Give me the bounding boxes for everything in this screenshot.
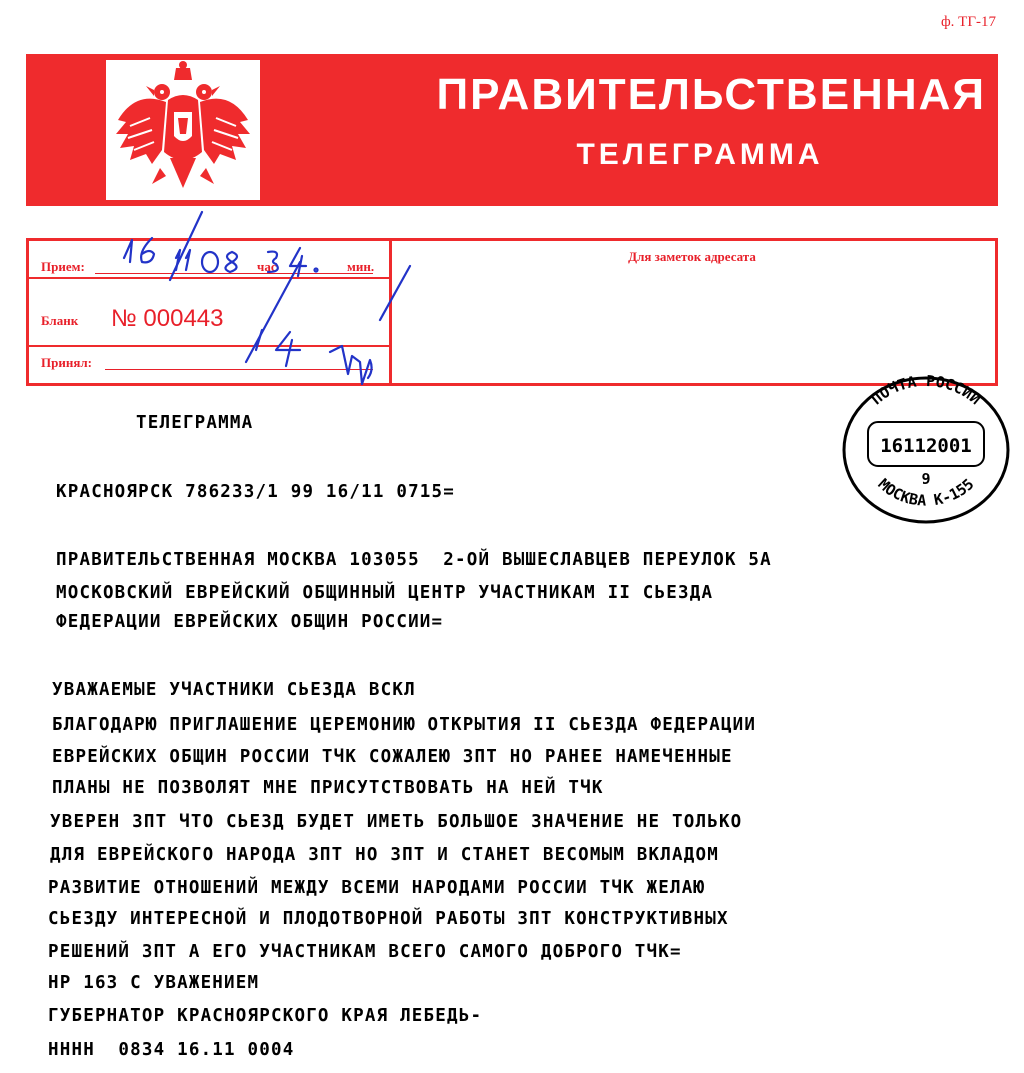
body-line: ПЛАНЫ НЕ ПОЗВОЛЯТ МНЕ ПРИСУТСТВОВАТЬ НА НЕЙ ТЧК bbox=[52, 778, 604, 798]
address-line: ФЕДЕРАЦИИ ЕВРЕЙСКИХ ОБЩИН РОССИИ= bbox=[56, 612, 444, 632]
body-line: ЕВРЕЙСКИХ ОБЩИН РОССИИ ТЧК СОЖАЛЕЮ ЗПТ НО РАНЕЕ НАМЕЧЕННЫЕ bbox=[52, 747, 733, 767]
hour-label: час bbox=[257, 259, 277, 274]
min-label: мин. bbox=[347, 259, 375, 274]
body-line: РЕШЕНИЙ ЗПТ А ЕГО УЧАСТНИКАМ ВСЕГО САМОГО ДОБРОГО ТЧК= bbox=[48, 942, 682, 962]
postmark-arc-top: ПОЧТА РОССИИ bbox=[867, 371, 985, 409]
body-line: РАЗВИТИЕ ОТНОШЕНИЙ МЕЖДУ ВСЕМИ НАРОДАМИ РОССИИ ТЧК ЖЕЛАЮ bbox=[48, 878, 706, 898]
body-line: БЛАГОДАРЮ ПРИГЛАШЕНИЕ ЦЕРЕМОНИЮ ОТКРЫТИЯ II СЬЕЗДА ФЕДЕРАЦИИ bbox=[52, 715, 757, 735]
postmark-center: 9 bbox=[921, 470, 931, 488]
body-line: ДЛЯ ЕВРЕЙСКОГО НАРОДА ЗПТ НО ЗПТ И СТАНЕТ ВЕСОМЫМ ВКЛАДОМ bbox=[50, 845, 719, 865]
body-line: УВЕРЕН ЗПТ ЧТО СЬЕЗД БУДЕТ ИМЕТЬ БОЛЬШОЕ ЗНАЧЕНИЕ НЕ ТОЛЬКО bbox=[50, 812, 743, 832]
blank-number: № 000443 bbox=[111, 305, 224, 332]
address-line: МОСКОВСКИЙ ЕВРЕЙСКИЙ ОБЩИННЫЙ ЦЕНТР УЧАСТНИКАМ II СЬЕЗДА bbox=[56, 583, 714, 603]
body-line: УВАЖАЕМЫЕ УЧАСТНИКИ СЬЕЗДА ВСКЛ bbox=[52, 680, 416, 700]
postmark-arc-bottom: МОСКВА К-155 bbox=[874, 475, 978, 510]
accepted-label: Принял: bbox=[41, 355, 92, 370]
closing-line: НР 163 С УВАЖЕНИЕМ bbox=[48, 973, 260, 993]
postmark-date: 16112001 bbox=[880, 435, 972, 457]
address-line: ПРАВИТЕЛЬСТВЕННАЯ МОСКВА 103055 2-ОЙ ВЫШЕСЛАВЦЕВ ПЕРЕУЛОК 5А bbox=[56, 550, 772, 570]
blank-label: Бланк bbox=[41, 313, 79, 328]
body-line: СЬЕЗДУ ИНТЕРЕСНОЙ И ПЛОДОТВОРНОЙ РАБОТЫ ЗПТ КОНСТРУКТИВНЫХ bbox=[48, 909, 729, 929]
banner-subtitle: ТЕЛЕГРАММА bbox=[576, 138, 824, 171]
postmark-stamp bbox=[836, 370, 1016, 530]
telegram-origin: КРАСНОЯРСК 786233/1 99 16/11 0715= bbox=[56, 482, 456, 502]
closing-line: ГУБЕРНАТОР КРАСНОЯРСКОГО КРАЯ ЛЕБЕДЬ- bbox=[48, 1006, 483, 1026]
telegram-header: ТЕЛЕГРАММА bbox=[136, 413, 254, 433]
closing-line: НННН 0834 16.11 0004 bbox=[48, 1040, 295, 1060]
received-label: Прием: bbox=[41, 259, 85, 274]
form-code: ф. ТГ-17 bbox=[940, 14, 996, 30]
banner-title: ПРАВИТЕЛЬСТВЕННАЯ bbox=[436, 70, 986, 119]
notes-label: Для заметок адресата bbox=[628, 249, 756, 264]
